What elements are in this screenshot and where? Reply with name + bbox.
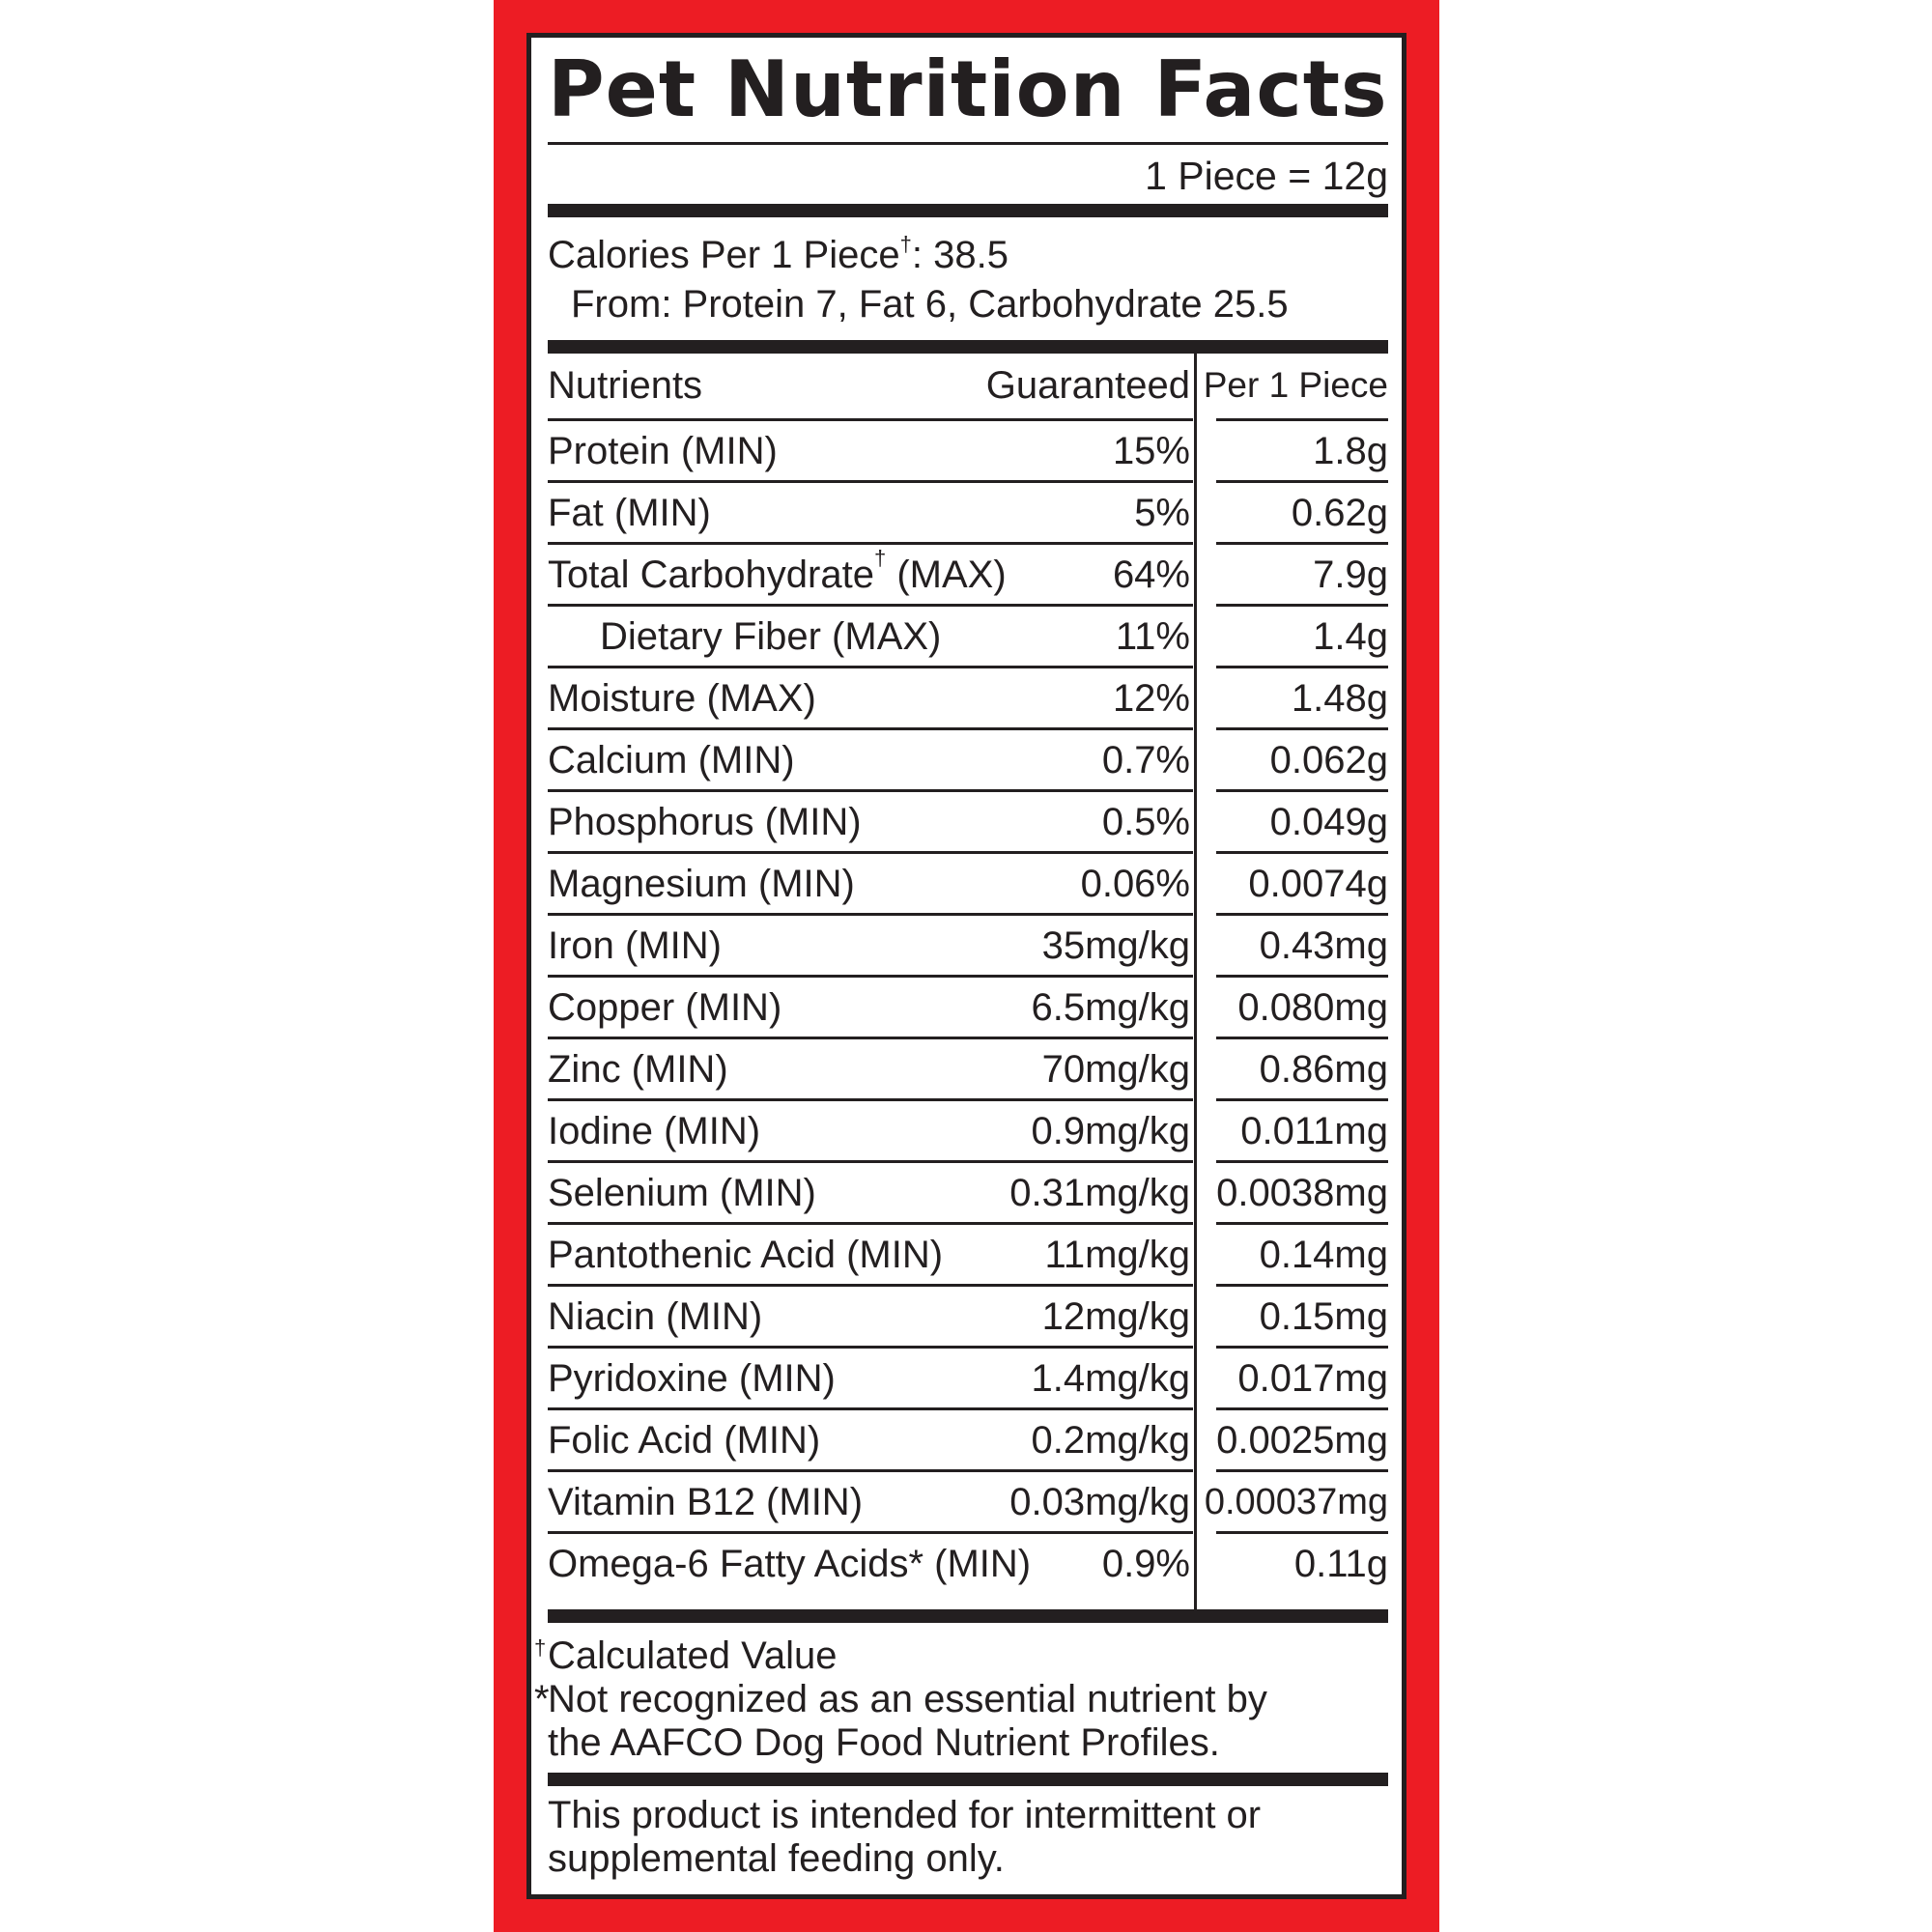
nutrient-name: Pantothenic Acid (MIN) [548, 1234, 944, 1276]
table-row [548, 483, 1388, 545]
guaranteed-value: 12% [1112, 677, 1190, 720]
thick-rule [548, 204, 1388, 217]
table-row [548, 792, 1388, 854]
statement-line: This product is intended for intermittent or [548, 1794, 1262, 1836]
footnote-calculated [534, 1634, 1388, 1678]
guaranteed-value: 11mg/kg [1044, 1234, 1190, 1276]
table-row [548, 916, 1388, 978]
nutrient-name: Dietary Fiber (MAX) [600, 615, 942, 658]
per-piece-value: 0.062g [1269, 739, 1388, 781]
guaranteed-value: 0.31mg/kg [1009, 1172, 1190, 1214]
per-piece-value: 1.8g [1313, 430, 1388, 472]
nutrient-name: Zinc (MIN) [548, 1048, 728, 1091]
nutrient-name: Omega-6 Fatty Acids* (MIN) [548, 1543, 1032, 1585]
per-piece-value: 0.14mg [1259, 1234, 1388, 1276]
nutrient-name: Niacin (MIN) [548, 1295, 763, 1338]
per-piece-value: 0.86mg [1259, 1048, 1388, 1091]
header-guaranteed: Guaranteed [985, 364, 1190, 407]
per-piece-value: 0.011mg [1240, 1110, 1388, 1152]
per-piece-value: 0.11g [1293, 1543, 1388, 1585]
thick-rule [548, 1609, 1388, 1623]
per-piece-value: 0.15mg [1259, 1295, 1388, 1338]
table-row [548, 978, 1388, 1039]
per-piece-value: 1.4g [1313, 615, 1388, 658]
calories-label: Calories Per 1 Piece [548, 234, 900, 276]
guaranteed-value: 0.9% [1101, 1543, 1190, 1585]
asterisk-mark: * [534, 1678, 550, 1720]
table-row [548, 1287, 1388, 1349]
nutrient-name: Iodine (MIN) [548, 1110, 761, 1152]
guaranteed-value: 0.7% [1101, 739, 1190, 781]
feeding-statement [548, 1786, 1388, 1881]
calories-section [548, 217, 1388, 340]
footnote-not-essential [534, 1678, 1388, 1721]
dagger-mark: † [899, 232, 912, 256]
table-row [548, 1101, 1388, 1163]
serving-size: 1 Piece = 12g [1145, 154, 1388, 198]
guaranteed-value: 64% [1112, 554, 1190, 596]
thick-rule [548, 1773, 1388, 1786]
guaranteed-value: 5% [1134, 492, 1190, 534]
guaranteed-value: 0.06% [1080, 863, 1190, 905]
guaranteed-value: 35mg/kg [1041, 924, 1190, 967]
guaranteed-value: 15% [1112, 430, 1190, 472]
nutrient-name: Moisture (MAX) [548, 677, 816, 720]
dagger-mark: † [534, 1635, 547, 1660]
thick-rule [548, 340, 1388, 354]
per-piece-value: 0.0038mg [1216, 1172, 1388, 1214]
footnote-text: Not recognized as an essential nutrient by [548, 1678, 1267, 1720]
nutrient-name: Fat (MIN) [548, 492, 711, 534]
per-piece-value: 0.00037mg [1204, 1482, 1388, 1522]
per-piece-value: 1.48g [1291, 677, 1388, 720]
guaranteed-value: 0.9mg/kg [1031, 1110, 1190, 1152]
table-row [548, 607, 1388, 668]
per-piece-value: 0.0025mg [1216, 1419, 1388, 1462]
table-row [548, 730, 1388, 792]
per-piece-value: 0.62g [1291, 492, 1388, 534]
guaranteed-value: 70mg/kg [1041, 1048, 1190, 1091]
header-nutrients: Nutrients [548, 364, 703, 407]
guaranteed-value: 1.4mg/kg [1031, 1357, 1190, 1400]
per-piece-value: 7.9g [1313, 554, 1388, 596]
per-piece-value: 0.080mg [1237, 986, 1388, 1029]
guaranteed-value: 6.5mg/kg [1031, 986, 1190, 1029]
guaranteed-value: 0.5% [1101, 801, 1190, 843]
nutrient-name: Folic Acid (MIN) [548, 1419, 821, 1462]
guaranteed-value: 11% [1115, 615, 1190, 658]
nutrient-name-text: Total Carbohydrate [548, 554, 874, 596]
guaranteed-value: 12mg/kg [1041, 1295, 1190, 1338]
nutrient-name: Protein (MIN) [548, 430, 778, 472]
nutrient-name: Vitamin B12 (MIN) [548, 1481, 864, 1523]
per-piece-value: 0.049g [1269, 801, 1388, 843]
per-piece-value: 0.017mg [1237, 1357, 1388, 1400]
nutrient-name: Copper (MIN) [548, 986, 782, 1029]
guaranteed-value: 0.2mg/kg [1031, 1419, 1190, 1462]
nutrient-name: Phosphorus (MIN) [548, 801, 862, 843]
table-row [548, 668, 1388, 730]
table-row [548, 1534, 1388, 1596]
panel-title: Pet Nutrition Facts [548, 44, 1388, 134]
table-row [548, 1039, 1388, 1101]
table-row [548, 421, 1388, 483]
per-piece-value: 0.0074g [1248, 863, 1388, 905]
footnote-text: Calculated Value [548, 1634, 838, 1677]
table-header [548, 354, 1388, 421]
calories-line [548, 231, 1388, 280]
statement-line: supplemental feeding only. [548, 1837, 1005, 1880]
nutrient-name: Iron (MIN) [548, 924, 722, 967]
table-row [548, 1472, 1388, 1534]
nutrient-name-suffix: (MAX) [886, 554, 1007, 596]
table-row [548, 854, 1388, 916]
calories-value: : 38.5 [911, 234, 1009, 276]
nutrition-facts-content [534, 38, 1388, 1881]
nutrient-name: Selenium (MIN) [548, 1172, 816, 1214]
calories-from: From: Protein 7, Fat 6, Carbohydrate 25.5 [571, 283, 1289, 326]
table-row [548, 1349, 1388, 1410]
nutrients-table [548, 354, 1388, 1609]
nutrition-facts-panel [526, 33, 1406, 1899]
per-piece-value: 0.43mg [1259, 924, 1388, 967]
nutrient-name [548, 545, 1007, 604]
table-row [548, 1225, 1388, 1287]
header-per-piece: Per 1 Piece [1203, 365, 1388, 405]
guaranteed-value: 0.03mg/kg [1009, 1481, 1190, 1523]
nutrient-name: Magnesium (MIN) [548, 863, 855, 905]
dagger-mark: † [873, 546, 887, 570]
table-row [548, 545, 1388, 607]
table-row [548, 1163, 1388, 1225]
footnote-not-essential-cont: the AAFCO Dog Food Nutrient Profiles. [548, 1721, 1220, 1764]
table-row [548, 1410, 1388, 1472]
nutrient-name: Calcium (MIN) [548, 739, 795, 781]
footnotes [534, 1623, 1388, 1773]
nutrient-name: Pyridoxine (MIN) [548, 1357, 836, 1400]
